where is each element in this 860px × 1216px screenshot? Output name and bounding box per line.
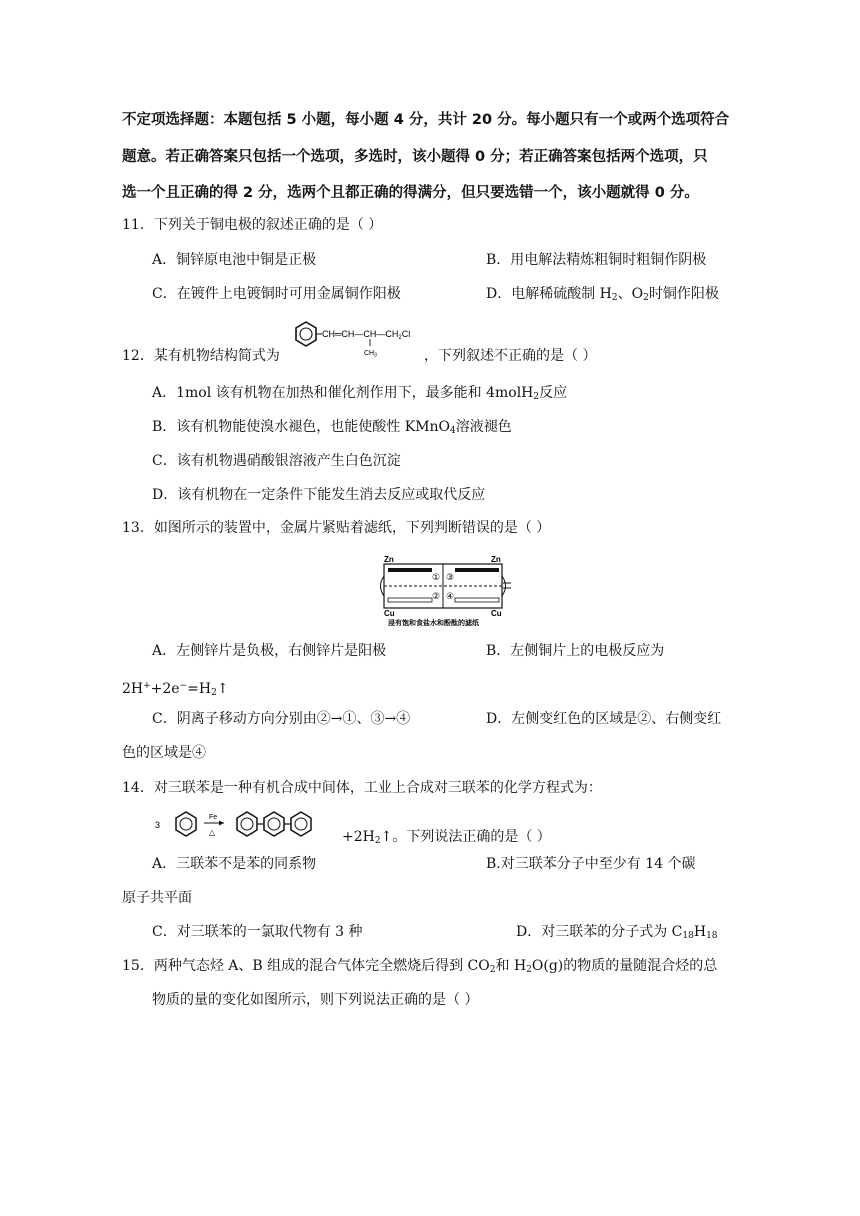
- region-2: ②: [432, 591, 441, 601]
- q13-option-d-cont: 色的区域是④: [122, 745, 206, 761]
- q14-option-d: D．对三联苯的分子式为 $C_{18}H_{18}$: [516, 924, 718, 941]
- q12-structure-figure: [292, 316, 432, 361]
- q14-stem: 14．对三联苯是一种有机合成中间体，工业上合成对三联苯的化学方程式为：: [122, 780, 602, 796]
- label-zn-left: Zn: [384, 555, 394, 564]
- q14-option-b-cont: 原子共平面: [122, 890, 192, 906]
- region-1: ①: [432, 572, 441, 582]
- benzene-reactant-icon: [176, 812, 196, 836]
- q15-stem-line-1: 15．两种气态烃 A、B 组成的混合气体完全燃烧后得到 $CO_2$和 $H_2O(g)$的物质的量随混合烃的总: [122, 958, 718, 975]
- cu-plate-right: [455, 598, 499, 602]
- q14-equation-figure: [150, 806, 350, 840]
- q12-option-b: B．该有机物能使溴水褪色，也能使酸性 KMnO$_4$溶液褪色: [152, 419, 512, 436]
- q12-option-c: C．该有机物遇硝酸银溶液产生白色沉淀: [152, 453, 401, 469]
- q14-eq-tail: $+2H_2↑$。下列说法正确的是（ ）: [342, 829, 551, 846]
- q13-option-b-cont: $2H^++2e^-=H_2↑$: [122, 681, 229, 698]
- q11-option-b: B．用电解法精炼粗铜时粗铜作阴极: [486, 252, 707, 268]
- q13-option-c: C．阴离子移动方向分别由②→①、③→④: [152, 711, 411, 727]
- zn-plate-right: [455, 568, 499, 572]
- instructions-line-3: 选一个且正确的得 2 分，选两个且都正确的得满分，但只要选错一个，该小题就得 0 分。: [122, 185, 699, 201]
- q12-option-d: D．该有机物在一定条件下能发生消去反应或取代反应: [152, 487, 486, 503]
- q12-branch-text: $CH_3$: [364, 350, 377, 359]
- label-cu-right: Cu: [491, 609, 502, 618]
- q12-option-a: A．1mol 该有机物在加热和催化剂作用下，最多能和 4molH$_2$反应: [152, 385, 568, 402]
- eq-coefficient: 3: [155, 820, 161, 830]
- eq-catalyst: Fe: [209, 814, 218, 821]
- q11-option-d: D．电解稀硫酸制 $H_2$、$O_2$时铜作阳极: [486, 286, 719, 303]
- q14-option-b: B.对三联苯分子中至少有 14 个碳: [486, 856, 696, 872]
- q15-stem-line-2: 物质的量的变化如图所示，则下列说法正确的是（ ）: [152, 992, 479, 1008]
- q13-option-b: B．左侧铜片上的电极反应为: [486, 643, 665, 659]
- q12-chain-text: $CH═CH—CH—CH_2Cl$: [322, 329, 411, 341]
- benzene-ring-icon: [296, 322, 316, 346]
- q13-electrolysis-figure: [375, 554, 513, 626]
- instructions-line-1: 不定项选择题：本题包括 5 小题，每小题 4 分，共计 20 分。每小题只有一个或两个选项符合: [122, 112, 730, 128]
- q11-option-a: A．铜锌原电池中铜是正极: [152, 252, 317, 268]
- label-cu-left: Cu: [384, 609, 395, 618]
- q14-option-c: C．对三联苯的一氯取代物有 3 种: [152, 924, 363, 940]
- q14-option-a: A．三联苯不是苯的同系物: [152, 856, 317, 872]
- region-3: ③: [446, 572, 455, 582]
- q13-option-a: A．左侧锌片是负极，右侧锌片是阳极: [152, 643, 387, 659]
- zn-plate-left: [388, 568, 432, 572]
- region-4: ④: [446, 591, 455, 601]
- eq-condition: △: [209, 828, 216, 837]
- terphenyl-product-icon: [237, 812, 311, 836]
- cu-plate-left: [388, 598, 432, 602]
- q11-option-c: C．在镀件上电镀铜时可用金属铜作阳极: [152, 286, 401, 302]
- q12-stem-post: ，下列叙述不正确的是（ ）: [424, 348, 597, 364]
- q12-stem-pre: 12．某有机物结构简式为: [122, 348, 280, 364]
- figure-caption: 浸有饱和食盐水和酚酞的滤纸: [388, 620, 479, 626]
- q11-stem: 11．下列关于铜电极的叙述正确的是（ ）: [122, 217, 383, 233]
- q13-stem: 13．如图所示的装置中，金属片紧贴着滤纸，下列判断错误的是（ ）: [122, 520, 551, 536]
- q13-option-d: D．左侧变红色的区域是②、右侧变红: [486, 711, 722, 727]
- instructions-line-2: 题意。若正确答案只包括一个选项，多选时，该小题得 0 分；若正确答案包括两个选项，只: [122, 149, 708, 165]
- label-zn-right: Zn: [491, 555, 501, 564]
